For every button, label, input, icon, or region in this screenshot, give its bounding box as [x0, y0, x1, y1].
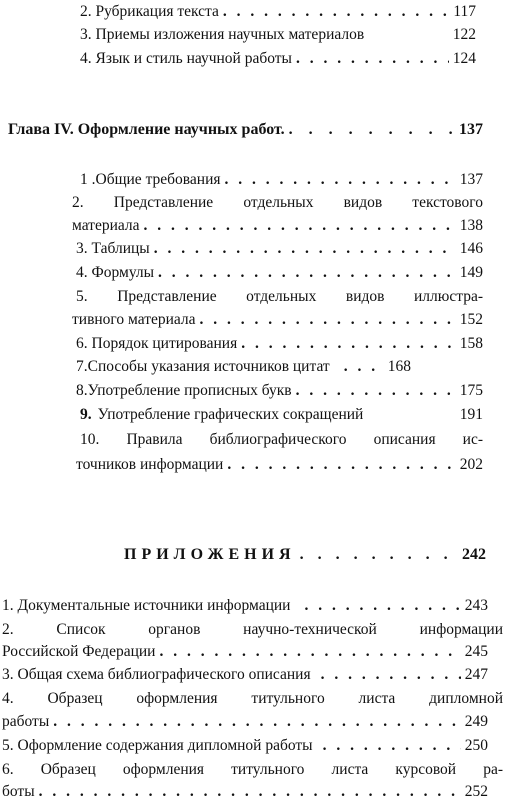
toc-entry-label: 3. Таблицы: [76, 240, 150, 257]
toc-entry-label: 1 .Общие требования: [80, 171, 221, 188]
toc-entry-label: точников информации: [76, 456, 224, 473]
toc-entry-label: Употребление графических сокращений: [97, 406, 364, 423]
leader-dots: [159, 642, 460, 662]
toc-entry: [72, 216, 483, 236]
toc-entry-label-line: 10. Правила библиографического описания ис-: [80, 431, 483, 448]
leader-dots: [223, 2, 449, 22]
toc-entry: [72, 193, 483, 213]
toc-entry-page: 124: [452, 50, 476, 67]
toc-entry-page: 152: [459, 311, 483, 328]
toc-entry-label: Российской Федерации: [2, 643, 156, 660]
leader-dots: [296, 381, 456, 401]
toc-entry: [2, 736, 488, 756]
toc-entry-number: 9.: [80, 406, 92, 423]
toc-entry-label: 3. Общая схема библиографического описания: [2, 666, 311, 683]
toc-entry: [76, 287, 483, 307]
toc-entry: [80, 49, 476, 69]
toc-entry-label: 2. Рубрикация текста: [80, 3, 219, 20]
toc-entry: [2, 782, 488, 802]
toc-entry: [80, 170, 483, 190]
toc-entry-label: 6. Порядок цитирования: [76, 335, 238, 352]
toc-entry: [2, 665, 488, 685]
leader-dots: [158, 263, 456, 283]
toc-entry-label: 8.Употребление прописных букв: [76, 382, 292, 399]
toc-entry: [76, 334, 483, 354]
leader-dots: [200, 310, 456, 330]
toc-entry-label: 5. Оформление содержания дипломной работы: [2, 737, 313, 754]
toc-entry-label: материала: [72, 217, 140, 234]
leader-dots: [227, 455, 455, 475]
leader-dots: [53, 712, 461, 732]
appendix-title: ПРИЛОЖЕНИЯ: [124, 546, 296, 563]
toc-entry: [80, 430, 483, 450]
toc-entry-page: 175: [459, 382, 483, 399]
toc-entry: [80, 405, 483, 425]
appendix-page: 242: [462, 546, 486, 563]
leader-dots: [323, 736, 461, 756]
toc-entry: [76, 239, 483, 259]
toc-entry-label: тивного материала: [72, 311, 196, 328]
toc-entry: [2, 596, 488, 616]
chapter-title: Глава IV. Оформление научных работ.: [8, 121, 285, 138]
toc-entry-label: 4. Язык и стиль научной работы: [80, 50, 292, 67]
toc-entry: [72, 310, 483, 330]
toc-entry: [2, 712, 488, 732]
toc-entry-label: 7.Способы указания источников цитат: [76, 358, 330, 375]
chapter-heading: [8, 120, 483, 140]
toc-entry-page: 245: [464, 643, 488, 660]
leader-dots: [296, 49, 449, 69]
toc-entry-page: 168: [387, 358, 411, 375]
toc-entry: [76, 357, 483, 377]
toc-entry: [2, 620, 503, 640]
toc-entry-label-line: 4. Образец оформления титульного листа дипломной: [2, 690, 503, 707]
leader-dots: [300, 545, 458, 565]
toc-entry-page: 138: [459, 217, 483, 234]
toc-entry-page: 149: [459, 264, 483, 281]
leader-dots: [321, 665, 461, 685]
leader-dots: [241, 334, 456, 354]
toc-entry-label-line: 2. Представление отдельных видов текстового: [72, 194, 483, 211]
leader-dots: [39, 782, 461, 802]
toc-entry-page: 158: [459, 335, 483, 352]
toc-entry-label-line: 2. Список органов научно-технической информации: [2, 621, 503, 638]
toc-entry: [76, 381, 483, 401]
leader-dots: [144, 216, 456, 236]
toc-entry-page: 191: [459, 406, 483, 423]
toc-entry-label: 3. Приемы изложения научных материалов: [80, 26, 365, 43]
toc-entry: [76, 455, 483, 475]
toc-entry-page: 146: [459, 240, 483, 257]
appendix-heading: [124, 545, 486, 565]
leader-dots: [304, 596, 460, 616]
toc-entry-label-line: 5. Представление отдельных видов иллюстра-: [76, 288, 483, 305]
toc-entry-page: 202: [459, 456, 483, 473]
toc-entry: [80, 2, 476, 22]
toc-entry-label: 1. Документальные источники информации: [2, 597, 291, 614]
toc-entry: [2, 760, 503, 780]
toc-entry: [76, 263, 483, 283]
toc-entry-page: 247: [464, 666, 488, 683]
leader-dots: [225, 170, 456, 190]
chapter-page: 137: [459, 121, 483, 138]
leader-dots: [344, 357, 384, 377]
toc-entry-page: 252: [464, 783, 488, 800]
toc-entry-page: 137: [459, 171, 483, 188]
toc-entry-page: 122: [452, 26, 476, 43]
leader-dots: [154, 239, 456, 259]
toc-entry-label: работы: [2, 713, 50, 730]
toc-entry-page: 250: [464, 737, 488, 754]
toc-entry: [2, 689, 503, 709]
toc-entry-label-line: 6. Образец оформления титульного листа курсовой ра-: [2, 761, 503, 778]
leader-dots: [289, 120, 455, 140]
toc-entry: [80, 25, 476, 45]
toc-entry-label: 4. Формулы: [76, 264, 155, 281]
toc-entry-label: боты: [2, 783, 35, 800]
toc-entry-page: 243: [464, 597, 488, 614]
toc-entry-page: 117: [453, 3, 476, 20]
toc-entry: [2, 642, 488, 662]
toc-entry-page: 249: [464, 713, 488, 730]
